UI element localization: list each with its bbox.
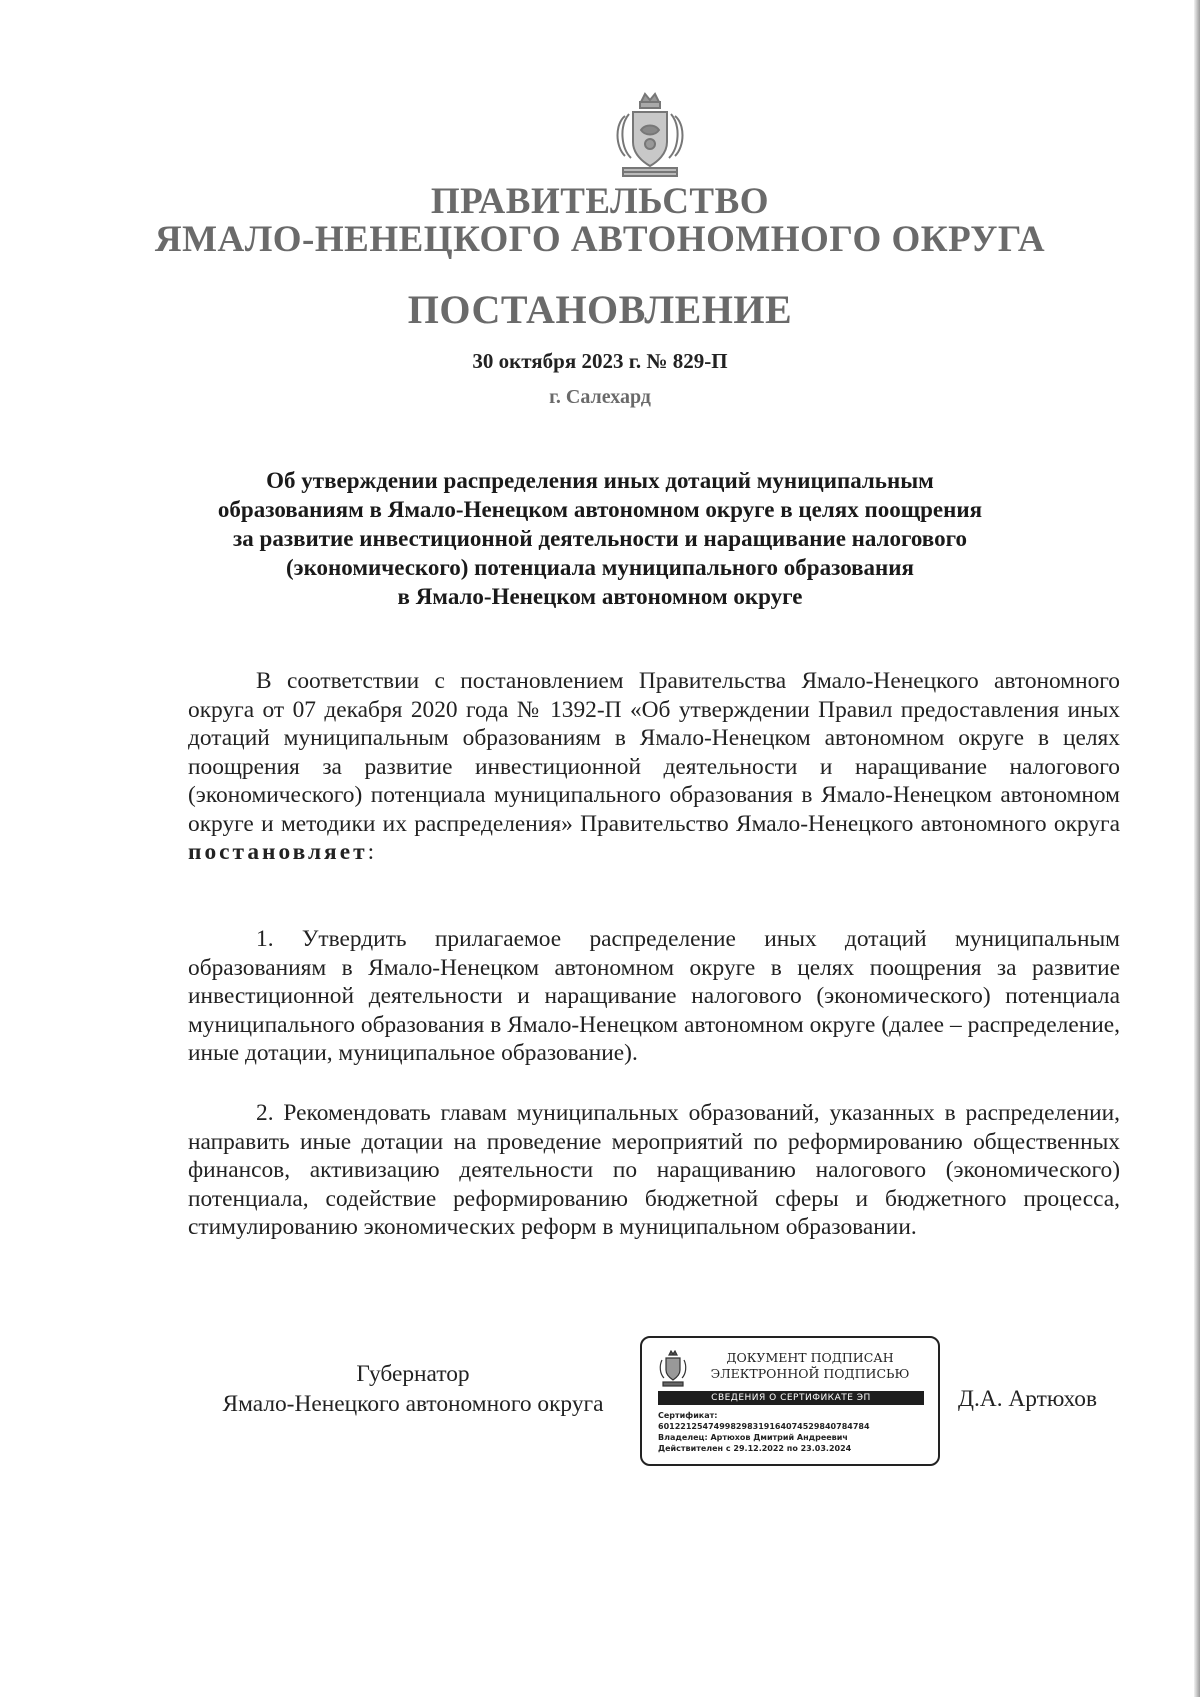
item-2-text: 2. Рекомендовать главам муниципальных образований, указанных в распределении, направить иные дотации на проведение мероприятий по реформированию общественных финансов, активизацию деятельности по наращиванию налогового (экономического) потенциала, содействие реформированию бюджетной сферы и бюджетного процесса, стимулированию экономических реформ в муниципальном образовании. [188, 1100, 1120, 1240]
item-1-paragraph [188, 925, 1120, 1068]
signer-position [188, 1359, 638, 1419]
decree-colon: : [367, 839, 375, 865]
decree-word: постановляет [188, 839, 368, 865]
item-2-paragraph [188, 1099, 1120, 1242]
subject-line: (экономического) потенциала муниципального образования [285, 555, 914, 580]
signer-name: Д.А. Артюхов [958, 1386, 1097, 1412]
subject-line: образованиям в Ямало-Ненецком автономном округе в целях поощрения [217, 497, 983, 522]
coat-of-arms-icon [611, 90, 689, 182]
item-1-text: 1. Утвердить прилагаемое распределение иных дотаций муниципальным образованиям в Ямало-Ненецком автономном округе в целях поощрения за развитие инвестиционной деятельности и наращивание налогового (экономического) потенциала муниципального образования в Ямало-Ненецком автономном округе (далее – распределение, иные дотации, муниципальное образование). [188, 926, 1120, 1066]
stamp-certificate-details [658, 1410, 928, 1454]
government-name-line2: ЯМАЛО-НЕНЕЦКОГО АВТОНОМНОГО ОКРУГА [154, 219, 1046, 260]
subject-line: Об утверждении распределения иных дотаций муниципальным [266, 468, 934, 493]
preamble-text: В соответствии с постановлением Правительства Ямало-Ненецкого автономного округа от 07 декабря 2020 года № 1392-П «Об утверждении Правил предоставления иных дотаций муниципальным образованиям в Ямало-Ненецком автономном округе в целях поощрения за развитие инвестиционной деятельности и наращивание налогового (экономического) потенциала муниципального образования в Ямало-Ненецком автономном округе и методики их распределения» Правительство Ямало-Ненецкого автономного округа [188, 668, 1120, 837]
document-type-title: ПОСТАНОВЛЕНИЕ [407, 287, 793, 332]
stamp-validity: Действителен с 29.12.2022 по 23.03.2024 [658, 1444, 852, 1453]
subject-line: в Ямало-Ненецком автономном округе [397, 584, 803, 609]
government-name-line1: ПРАВИТЕЛЬСТВО [430, 181, 770, 222]
stamp-title [692, 1350, 928, 1382]
stamp-cert-label: Сертификат: [658, 1411, 718, 1420]
signer-position-line1: Губернатор [356, 1361, 470, 1387]
signer-position-line2: Ямало-Ненецкого автономного округа [222, 1391, 604, 1417]
date-and-number: 30 октября 2023 г. № 829-П [472, 349, 728, 373]
stamp-certificate-bar: СВЕДЕНИЯ О СЕРТИФИКАТЕ ЭП [658, 1391, 924, 1405]
stamp-emblem-icon [658, 1350, 688, 1388]
stamp-cert-number: 60122125474998298319164074529840784784 [658, 1422, 870, 1431]
stamp-owner: Владелец: Артюхов Дмитрий Андреевич [658, 1433, 848, 1442]
subject-line: за развитие инвестиционной деятельности и наращивание налогового [233, 526, 967, 551]
electronic-signature-stamp [640, 1336, 940, 1466]
preamble-paragraph [188, 667, 1120, 867]
city: г. Салехард [549, 386, 651, 408]
stamp-title-line1: ДОКУМЕНТ ПОДПИСАН [726, 1350, 894, 1365]
stamp-title-line2: ЭЛЕКТРОННОЙ ПОДПИСЬЮ [710, 1366, 910, 1381]
document-subject [170, 466, 1030, 611]
